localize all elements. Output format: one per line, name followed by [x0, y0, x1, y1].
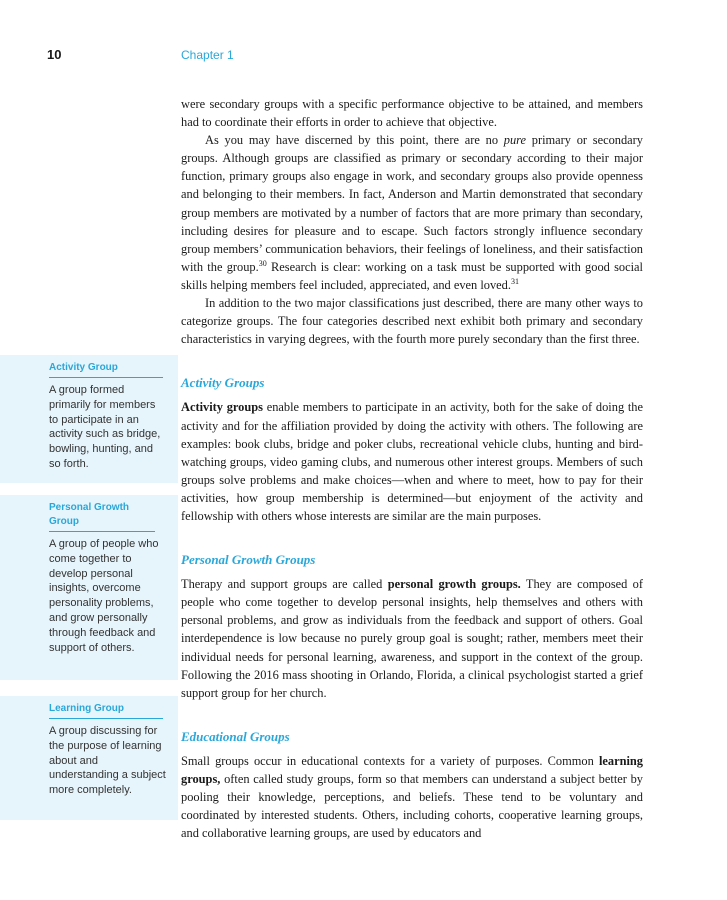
glossary-term-title: Learning Group — [49, 702, 163, 719]
glossary-term-title: Personal Growth Group — [49, 501, 155, 532]
paragraph: In addition to the two major classifications just described, there are many other ways to categorize groups. The four categories described next exhibit both primary and secondary characteristics in varying degrees, with the fourth more purely secondary than the first three. — [181, 296, 643, 347]
main-text-column — [181, 95, 643, 842]
section-heading-educational: Educational Groups — [181, 728, 290, 744]
sidebar-glossary-personal-growth — [0, 495, 178, 680]
paragraph: Activity groups enable members to participate in an activity, both for the sake of doing the activity and for the affiliation provided by doing the activity with others. The following are examples: book clubs, bridge and poker clubs, recreational vehicle clubs, hunting and bird-watching groups, video gaming clubs, and numerous other interest groups. Members of such groups solve problems and make choices—when and where to meet, how to pay for their activities, how group membership is determined—but enjoyment of the activity and fellowship with others whose interests are similar are the main purposes. — [181, 400, 644, 523]
footnote-ref[interactable]: 30 — [258, 258, 267, 268]
sidebar-glossary-activity — [0, 355, 178, 483]
paragraph: Therapy and support groups are called personal growth groups. They are composed of people who come together to develop personal insights, help themselves and others with personal problems, and grow as individuals from the feedback and support of others. Goal interdependence is low because no purely group goal is sought; rather, members meet their individual needs for personal learning, awareness, and support in the context of the group. Following the 2016 mass shooting in Orlando, Florida, a clinical psychologist started a grief support group for her church. — [181, 577, 643, 700]
footnote-ref[interactable]: 31 — [510, 276, 519, 286]
key-term: learning groups, — [181, 753, 643, 786]
paragraph: As you may have discerned by this point, there are no pure primary or secondary groups. Although groups are classified as primary or secondary according to their major function, primary groups also engage in work, and secondary groups also provide openness and belonging to their members. In fact, Anderson and Martin demonstrated that secondary group members are motivated by a number of factors that are more primary than secondary, including desires for pleasure and to escape. Such factors strongly influence secondary group members’ communication behaviors, their feelings of loneliness, and their satisfaction with the group.$^{30}$ Research is clear: working on a task must be supported with good social skills helping members feel included, appreciated, and even loved.$^{31}$ — [181, 133, 644, 292]
paragraph: were secondary groups with a specific performance objective to be attained, and members had to coordinate their efforts in order to achieve that objective. — [181, 97, 643, 130]
section-heading-personal-growth: Personal Growth Groups — [181, 552, 316, 568]
page-number: 10 — [47, 47, 62, 62]
chapter-label: Chapter 1 — [181, 48, 234, 62]
section-heading-activity: Activity Groups — [181, 375, 265, 391]
glossary-term-title: Activity Group — [49, 361, 163, 378]
key-term: Activity groups — [181, 400, 263, 415]
emphasis: pure — [503, 133, 527, 148]
paragraph: Small groups occur in educational contexts for a variety of purposes. Common learning groups, often called study groups, form so that members can understand a subject better by pooling their knowledge, perceptions, and beliefs. These tend to be voluntary and coordinated by interested students. Others, including cohorts, cooperative learning groups, and collaborative learning groups, are used by educators and — [181, 753, 643, 841]
glossary-definition: A group formed primarily for members to participate in an activity such as bridge, bowling, hunting, and so forth. — [49, 384, 161, 470]
glossary-definition: A group discussing for the purpose of learning about and understanding a subject more completely. — [49, 725, 166, 797]
key-term: personal growth groups. — [387, 577, 521, 592]
glossary-definition: A group of people who come together to develop personal insights, overcome personality problems, and grow personally through feedback and support of others. — [49, 538, 159, 654]
sidebar-glossary-learning — [0, 696, 178, 820]
